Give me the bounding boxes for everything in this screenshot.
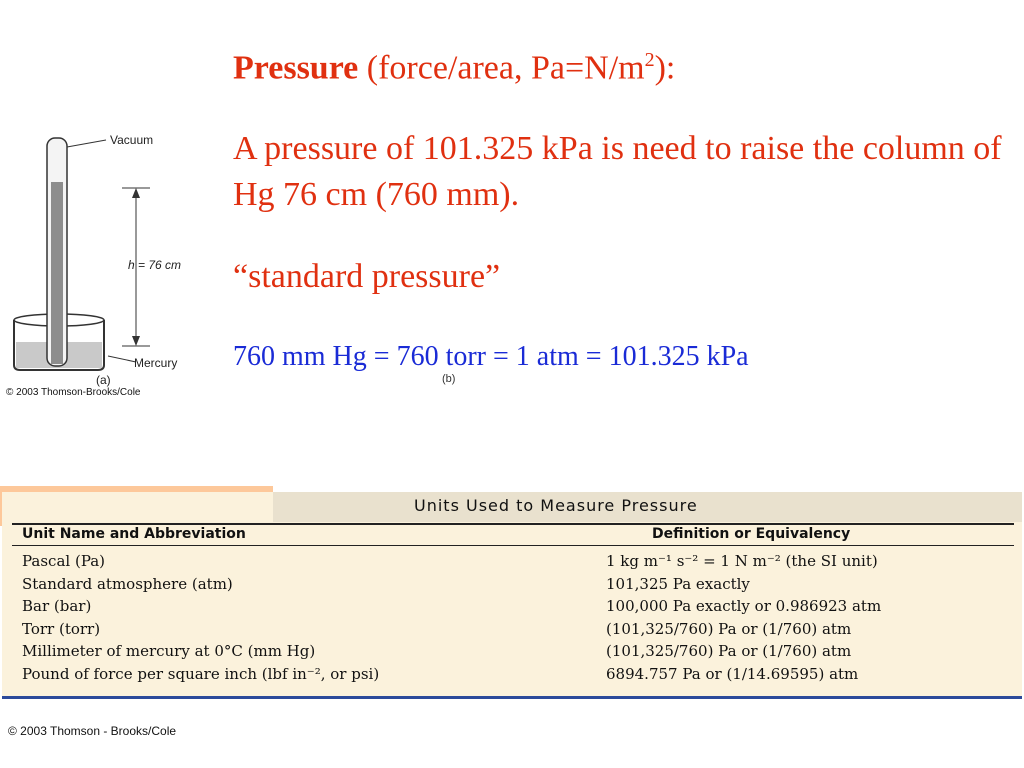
- table-bottom-bar: [2, 696, 1022, 699]
- mercury-label: Mercury: [134, 356, 178, 370]
- footer-credit: © 2003 Thomson - Brooks/Cole: [8, 724, 177, 738]
- unit-cell: Bar (bar): [22, 597, 92, 615]
- standard-pressure-label: “standard pressure”: [233, 258, 501, 295]
- heading-end: ):: [654, 49, 676, 87]
- panel-b-label: (b): [442, 373, 456, 385]
- unit-cell: Millimeter of mercury at 0°C (mm Hg): [22, 642, 316, 660]
- heading-bold: Pressure: [233, 49, 359, 87]
- table-top-rule: [12, 523, 1014, 525]
- definition-cell: (101,325/760) Pa or (1/760) atm: [606, 620, 852, 638]
- definition-cell: 1 kg m⁻¹ s⁻² = 1 N m⁻² (the SI unit): [606, 552, 878, 570]
- panel-a-label: (a): [96, 373, 111, 387]
- unit-cell: Standard atmosphere (atm): [22, 575, 233, 593]
- unit-cell: Torr (torr): [22, 620, 101, 638]
- table-header-rule: [12, 545, 1014, 546]
- pressure-equivalence: 760 mm Hg = 760 torr = 1 atm = 101.325 kPa: [233, 341, 749, 372]
- definition-cell: 101,325 Pa exactly: [606, 575, 750, 593]
- barometer-figure: [0, 120, 220, 405]
- tube-mercury: [51, 182, 63, 364]
- col-header-definition: Definition or Equivalency: [652, 526, 851, 542]
- height-label: h = 76 cm: [128, 258, 182, 272]
- pressure-explanation: A pressure of 101.325 kPa is need to raise the column of Hg 76 cm (760 mm).: [233, 130, 1002, 213]
- unit-cell: Pound of force per square inch (lbf in⁻², or psi): [22, 665, 380, 683]
- table-title: Units Used to Measure Pressure: [414, 496, 698, 515]
- definition-cell: 6894.757 Pa or (1/14.69595) atm: [606, 665, 859, 683]
- definition-cell: (101,325/760) Pa or (1/760) atm: [606, 642, 852, 660]
- definition-cell: 100,000 Pa exactly or 0.986923 atm: [606, 597, 882, 615]
- pressure-heading: [233, 38, 1013, 90]
- unit-cell: Pascal (Pa): [22, 552, 106, 570]
- text-block: [233, 38, 1013, 372]
- col-header-unit: Unit Name and Abbreviation: [22, 526, 246, 542]
- figure-credit: © 2003 Thomson-Brooks/Cole: [6, 387, 141, 398]
- heading-sup: 2: [644, 49, 655, 71]
- vacuum-label: Vacuum: [110, 133, 154, 147]
- heading-rest: (force/area, Pa=N/m: [358, 49, 645, 87]
